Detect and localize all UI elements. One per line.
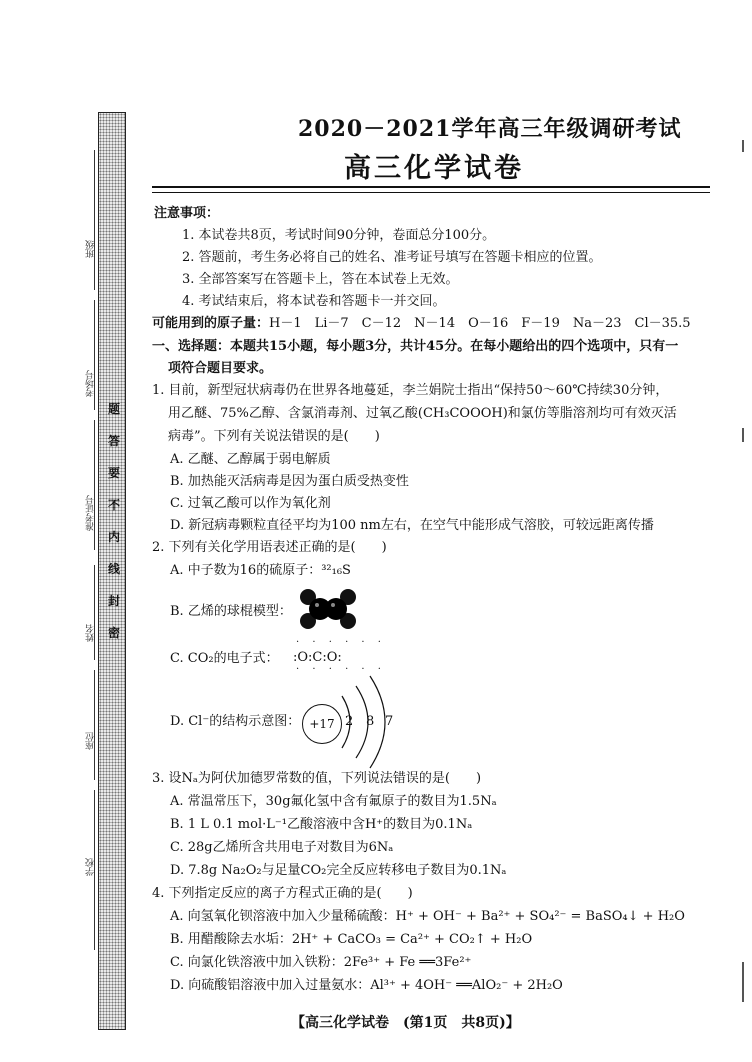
seal-char: 密: [108, 626, 121, 640]
seal-char: 内: [108, 530, 121, 544]
q4-option-a: A. 向氢氧化钡溶液中加入少量稀硫酸：H⁺ + OH⁻ + Ba²⁺ + SO₄²⁻ = BaSO₄↓ + H₂O: [170, 909, 685, 924]
class-field-label: 班级: [86, 240, 96, 258]
exam-id-field-label: 准考证号: [86, 495, 96, 531]
nucleus-charge: +17: [309, 717, 335, 731]
atomic-masses-label: 可能用到的原子量：: [152, 316, 270, 331]
q1-stem: 病毒”。下列有关说法错误的是( ): [168, 429, 380, 444]
name-field-line: [94, 565, 95, 660]
exam-title: 2020－2021学年高三年级调研考试: [298, 116, 682, 142]
shell-electrons: 7: [385, 714, 394, 729]
atomic-masses: [152, 315, 691, 333]
q4-option-d: D. 向硫酸铝溶液中加入过量氨水：Al³⁺ + 4OH⁻ ══AlO₂⁻ + 2H₂O: [170, 978, 563, 993]
q1-option-c: C. 过氧乙酸可以作为氧化剂: [170, 496, 331, 511]
seal-char: 封: [108, 594, 121, 608]
q1-stem: 用乙醚、75%乙醇、含氯消毒剂、过氧乙酸(CH₃COOOH)和氯仿等脂溶剂均可有效灭活: [168, 406, 677, 421]
chloride-nucleus: [302, 704, 342, 744]
q4-option-c: C. 向氯化铁溶液中加入铁粉：2Fe³⁺ + Fe ══3Fe²⁺: [170, 955, 472, 970]
name-field-label: 姓名: [86, 624, 96, 642]
q4-option-b: B. 用醋酸除去水垢：2H⁺ + CaCO₃ = Ca²⁺ + CO₂↑ + H₂O: [170, 932, 533, 947]
room-field-label: 考场号: [86, 370, 96, 397]
page-footer: 【高三化学试卷 (第1页 共8页)】: [291, 1015, 520, 1031]
scan-mark: [742, 428, 744, 442]
q3-stem: 3. 设Nₐ为阿伏加德罗常数的值，下列说法错误的是( ): [152, 771, 482, 786]
q3-option-d: D. 7.8g Na₂O₂与足量CO₂完全反应转移电子数目为0.1Nₐ: [170, 863, 507, 878]
q3-option-a: A. 常温常压下，30g氟化氢中含有氟原子的数目为1.5Nₐ: [170, 794, 497, 809]
co2-electron-formula: :O:C:O:: [293, 650, 342, 665]
q1-option-b: B. 加热能灭活病毒是因为蛋白质受热变性: [170, 474, 409, 489]
notice-item: 2. 答题前，考生务必将自己的姓名、准考证号填写在答题卡相应的位置。: [182, 250, 602, 265]
q2-option-b: B. 乙烯的球棍模型：: [170, 604, 292, 619]
atomic-masses-values: H－1 Li－7 C－12 N－14 O－16 F－19 Na－23 Cl－35.5: [269, 316, 691, 331]
q1-option-a: A. 乙醚、乙醇属于弱电解质: [170, 452, 331, 467]
seat-field-line: [94, 670, 95, 780]
paper-title: 高三化学试卷: [344, 153, 524, 184]
q2-option-d: D. Cl⁻的结构示意图：: [170, 714, 301, 729]
scan-mark: [742, 140, 744, 152]
electron-dots: · · · · · ·: [296, 637, 386, 648]
ethylene-ball-stick-model: [296, 585, 360, 633]
shell-electrons: 2: [345, 714, 354, 729]
scan-mark: [742, 962, 744, 1002]
notice-item: 3. 全部答案写在答题卡上，答在本试卷上无效。: [182, 272, 459, 287]
q2-option-a: A. 中子数为16的硫原子：³²₁₆S: [170, 563, 351, 578]
seat-field-label: 座位: [86, 732, 96, 750]
seal-char: 答: [108, 434, 121, 448]
q2-option-c: C. CO₂的电子式：: [170, 651, 279, 666]
notice-heading: 注意事项：: [154, 206, 220, 221]
electron-dots: · · · · · ·: [296, 664, 386, 675]
seal-char: 线: [108, 562, 121, 576]
notice-item: 4. 考试结束后，将本试卷和答题卡一并交回。: [182, 294, 446, 309]
school-field-label: 学校: [86, 858, 96, 876]
seal-char: 题: [108, 402, 121, 416]
notice-item: 1. 本试卷共8页，考试时间90分钟，卷面总分100分。: [182, 228, 496, 243]
section-heading-cont: 项符合题目要求。: [168, 361, 273, 376]
q1-option-d: D. 新冠病毒颗粒直径平均为100 nm左右，在空气中能形成气溶胶，可较远距离传播: [170, 518, 654, 533]
seal-char: 要: [108, 466, 121, 480]
class-field-line: [94, 150, 95, 290]
q3-option-c: C. 28g乙烯所含共用电子对数目为6Nₐ: [170, 840, 394, 855]
seal-char: 不: [108, 498, 121, 512]
shell-electrons: 8: [366, 714, 375, 729]
section-heading: 一、选择题：本题共15小题，每小题3分，共计45分。在每小题给出的四个选项中，只有一: [152, 339, 679, 354]
q3-option-b: B. 1 L 0.1 mol·L⁻¹乙酸溶液中含H⁺的数目为0.1Nₐ: [170, 817, 473, 832]
q4-stem: 4. 下列指定反应的离子方程式正确的是( ): [152, 886, 413, 901]
q1-stem: 1. 目前，新型冠状病毒仍在世界各地蔓延，李兰娟院士指出“保持50～60℃持续30分钟，: [152, 383, 669, 398]
q2-stem: 2. 下列有关化学用语表述正确的是( ): [152, 540, 387, 555]
title-rule: [152, 186, 710, 193]
